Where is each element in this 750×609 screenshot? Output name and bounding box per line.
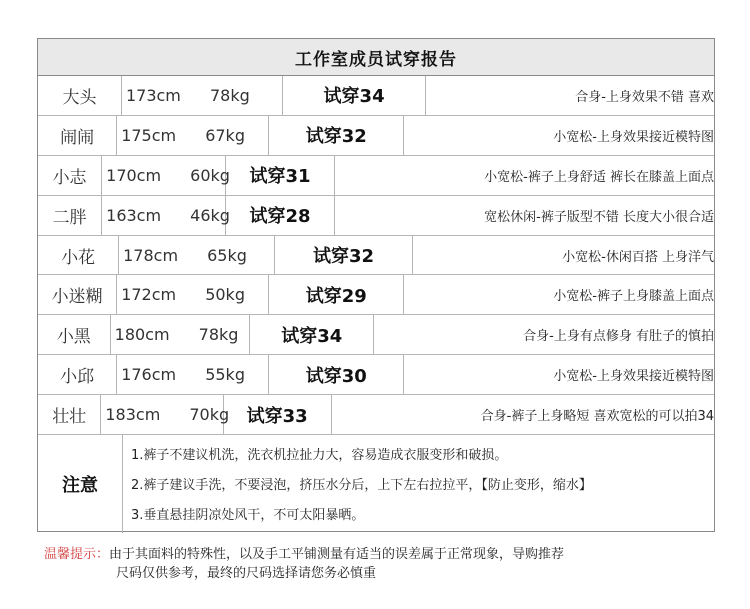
attention-items [123,435,714,533]
member-height: 175cm [121,125,177,145]
attention-item: 1.裤子不建议机洗，洗衣机拉扯力大，容易造成衣服变形和破损。 [131,448,508,464]
trial-size: 试穿30 [269,355,404,394]
member-height: 180cm [114,325,170,345]
trial-size: 试穿29 [269,275,404,314]
member-name: 小邱 [38,355,117,394]
member-name: 壮壮 [38,395,101,434]
member-name: 小黑 [38,315,111,354]
member-height: 172cm [121,285,177,305]
member-row [38,395,714,435]
member-name: 闹闹 [38,116,117,155]
fit-note: 小宽松-裤子上身膝盖上面点 [553,289,714,305]
member-row [38,355,714,395]
member-row [38,196,714,236]
member-row [38,76,714,116]
member-name: 大头 [38,76,122,115]
member-name: 二胖 [38,196,102,235]
tip-line-2: 尺码仅供参考，最终的尺码选择请您务必慎重 [116,566,377,581]
trial-size: 试穿34 [250,315,374,354]
member-height: 163cm [106,205,162,225]
member-height: 170cm [106,165,162,185]
member-weight: 78kg [209,85,250,105]
member-weight: 60kg [190,165,230,185]
member-measurements [117,275,269,314]
member-name: 小志 [38,156,102,195]
report-title: 工作室成员试穿报告 [38,39,714,76]
member-measurements [119,236,275,275]
member-row [38,236,714,276]
member-measurements [102,196,230,235]
member-measurements [117,116,269,155]
member-height: 183cm [105,405,161,425]
member-row [38,275,714,315]
fit-note: 合身-裤子上身略短 喜欢宽松的可以拍34 [480,409,714,425]
member-weight: 65kg [207,245,247,265]
warm-tip [44,545,564,583]
member-rows [38,76,714,435]
member-name: 小花 [38,236,119,275]
fit-note: 小宽松-上身效果接近模特图 [553,129,714,145]
fit-note: 合身-上身效果不错 喜欢 [575,89,715,105]
member-height: 173cm [125,85,181,105]
attention-item: 2.裤子建议手洗，不要浸泡，挤压水分后，上下左右拉拉平，【防止变形，缩水】 [131,478,592,494]
trial-size: 试穿34 [283,76,426,115]
member-measurements [122,76,283,115]
member-measurements [117,355,269,394]
trial-size: 试穿28 [226,196,335,235]
member-row [38,116,714,156]
attention-section [38,435,714,533]
trial-size: 试穿32 [275,236,413,275]
member-weight: 55kg [205,365,245,385]
member-weight: 46kg [190,205,230,225]
member-weight: 78kg [198,325,239,345]
member-measurements [102,156,230,195]
fit-note: 小宽松-上身效果接近模特图 [553,369,714,385]
member-measurements [101,395,230,434]
member-name: 小迷糊 [38,275,117,314]
attention-item: 3.垂直悬挂阴凉处风干，不可太阳暴晒。 [131,508,365,524]
member-height: 178cm [123,245,179,265]
fit-note: 宽松休闲-裤子版型不错 长度大小很合适 [484,209,714,225]
attention-label: 注意 [38,435,123,533]
tip-line-1: 由于其面料的特殊性，以及手工平铺测量有适当的误差属于正常现象，导购推荐 [109,547,565,562]
member-weight: 67kg [205,125,245,145]
member-measurements [111,315,251,354]
fit-note: 小宽松-裤子上身舒适 裤长在膝盖上面点 [484,169,714,185]
trial-size: 试穿33 [224,395,332,434]
member-height: 176cm [121,365,177,385]
member-weight: 70kg [189,405,230,425]
fit-note: 小宽松-休闲百搭 上身洋气 [562,249,714,265]
fitting-report-table [37,38,715,532]
trial-size: 试穿31 [226,156,335,195]
member-weight: 50kg [205,285,245,305]
member-row [38,156,714,196]
trial-size: 试穿32 [269,116,404,155]
member-row [38,315,714,355]
fit-note: 合身-上身有点修身 有肚子的慎拍 [523,329,714,345]
tip-label: 温馨提示： [44,547,110,562]
